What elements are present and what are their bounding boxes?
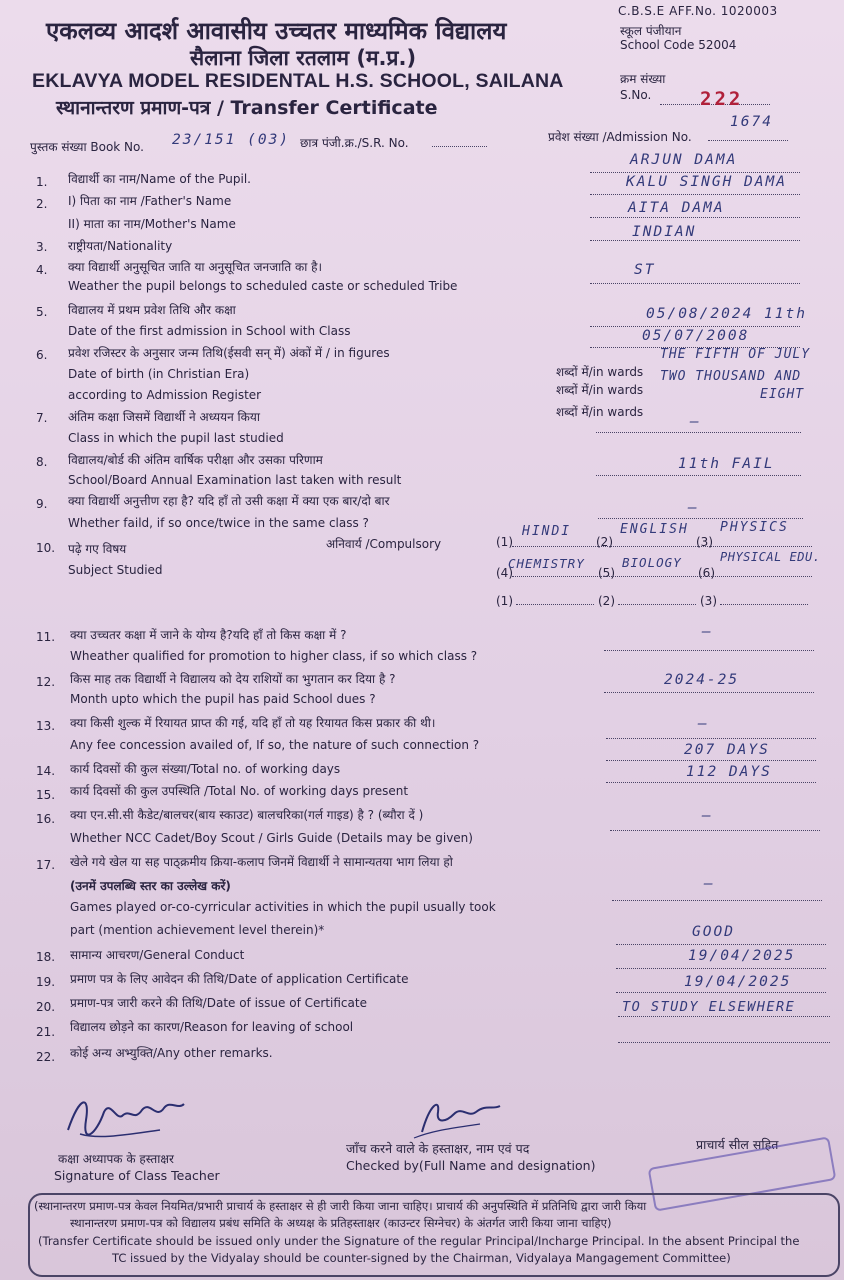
concession-label-english: Any fee concession availed of, If so, the nature of such connection ? (70, 738, 480, 752)
failed-label-english: Whether faild, if so once/twice in the same class ? (68, 516, 369, 530)
issue-date-value: 19/04/2025 (684, 974, 792, 990)
row-number: 13. (36, 719, 56, 733)
dob-words-line-1: THE FIFTH OF JULY (660, 347, 811, 362)
footer-note-line-3: (Transfer Certificate should be issued only under the Signature of the regular Principal/Incharge Principal. In the absent Principal the (38, 1234, 800, 1248)
games-label-english-2: part (mention achievement level therein)* (70, 923, 325, 937)
checker-signature (400, 1094, 510, 1144)
row-number: 11. (36, 630, 56, 644)
caste-label-hindi: क्या विद्यार्थी अनुसूचित जाति या अनुसूचित जनजाति का है। (68, 260, 323, 274)
promotion-label-english: Wheather qualified for promotion to higher class, if so which class ? (70, 649, 478, 663)
subject-1: HINDI (522, 524, 572, 539)
row-number: 18. (36, 950, 56, 964)
row-number: 20. (36, 1000, 56, 1014)
row-number: 14. (36, 764, 56, 778)
row-number: 8. (36, 455, 48, 469)
games-label-english: Games played or-co-cyrricular activities in which the pupil usually took (70, 900, 496, 914)
dob-words-label-1: शब्दों में/in wards (556, 365, 644, 379)
checked-by-label-hindi: जाँच करने वाले के हस्ताक्षर, नाम एवं पद (346, 1141, 530, 1156)
promotion-label-hindi: क्या उच्चतर कक्षा में जाने के योग्य है?यदि हाँ तो किस कक्षा में ? (70, 628, 347, 642)
subject-5: BIOLOGY (622, 555, 682, 570)
row-number: 4. (36, 263, 48, 277)
caste-value: ST (634, 262, 656, 278)
annual-exam-label-english: School/Board Annual Examination last taken with result (68, 473, 402, 487)
dob-label-register: according to Admission Register (68, 388, 262, 402)
first-admission-value: 05/08/2024 11th (646, 306, 807, 322)
games-label-hindi-2: (उनमें उपलब्धि स्तर का उल्लेख करें) (70, 879, 231, 893)
row-number: 1. (36, 175, 48, 189)
mother-name-label: II) माता का नाम/Mother's Name (68, 217, 236, 231)
pupil-name-value: ARJUN DAMA (630, 152, 738, 168)
dues-label-hindi: किस माह तक विद्यार्थी ने विद्यालय को देय राशियों का भुगतान कर दिया है ? (70, 672, 396, 686)
ncc-label-english: Whether NCC Cadet/Boy Scout / Girls Guide (Details may be given) (70, 831, 473, 845)
row-number: 17. (36, 858, 56, 872)
ncc-label-hindi: क्या एन.सी.सी कैडेट/बालचर(बाय स्काउट) बालचरिका(गर्ल गाइड) है ? (ब्यौरा दें ) (70, 808, 424, 822)
row-number: 22. (36, 1050, 56, 1064)
serial-number: 222 (700, 88, 744, 110)
promotion-value: — (702, 624, 713, 640)
dob-label-english: Date of birth (in Christian Era) (68, 367, 250, 381)
leaving-reason-label: विद्यालय छोड़ने का कारण/Reason for leaving of school (70, 1020, 354, 1034)
serial-label-hindi: क्रम संख्या (620, 72, 666, 86)
father-name-label: I) पिता का नाम /Father's Name (68, 194, 232, 208)
concession-label-hindi: क्या किसी शुल्क में रियायत प्राप्त की गई, यदि हाँ तो यह रियायत किस प्रकार की थी। (70, 716, 436, 730)
subject-number: (3) (696, 535, 713, 549)
row-number: 15. (36, 788, 56, 802)
row-number: 16. (36, 812, 56, 826)
nationality-value: INDIAN (632, 224, 697, 240)
row-number: 2. (36, 197, 48, 211)
school-code: School Code 52004 (620, 38, 737, 52)
application-date-value: 19/04/2025 (688, 948, 796, 964)
conduct-value: GOOD (692, 924, 735, 940)
class-teacher-sign-label: Signature of Class Teacher (54, 1168, 220, 1183)
class-teacher-sign-label-hindi: कक्षा अध्यापक के हस्ताक्षर (58, 1152, 174, 1166)
working-days-value: 207 DAYS (684, 742, 770, 758)
dues-value: 2024-25 (664, 672, 740, 688)
subject-number: (4) (496, 566, 513, 580)
row-number: 5. (36, 305, 48, 319)
admission-no-value: 1674 (730, 114, 773, 130)
footer-note-line-1: (स्थानान्तरण प्रमाण-पत्र केवल नियमित/प्रभारी प्राचार्य के हस्ताक्षर से ही जारी किया जाना चाहिए। प्राचार्य की अनुपस्थिति में प्रतिनिधि द्वारा जारी किया (34, 1199, 647, 1213)
ncc-value: — (702, 808, 713, 824)
row-number: 3. (36, 240, 48, 254)
annual-exam-value: 11th FAIL (678, 456, 775, 472)
book-no-label: पुस्तक संख्या Book No. (30, 140, 144, 154)
row-number: 21. (36, 1025, 56, 1039)
school-registration-hindi: स्कूल पंजीयान (620, 24, 682, 38)
concession-value: — (698, 716, 709, 732)
mother-name-value: AITA DAMA (628, 200, 725, 216)
school-name-english: EKLAVYA MODEL RESIDENTAL H.S. SCHOOL, SAILANA (32, 70, 564, 92)
row-number: 9. (36, 497, 48, 511)
failed-value: — (688, 500, 699, 516)
last-class-label-hindi: अंतिम कक्षा जिसमें विद्यार्थी ने अध्ययन किया (68, 410, 260, 424)
last-class-label-english: Class in which the pupil last studied (68, 431, 284, 445)
subject-4: CHEMISTRY (508, 556, 585, 571)
subject-number: (2) (596, 535, 613, 549)
subjects-label-english: Subject Studied (68, 563, 163, 577)
issue-date-label: प्रमाण-पत्र जारी करने की तिथि/Date of issue of Certificate (70, 996, 367, 1010)
subject-3: PHYSICS (720, 520, 789, 535)
subject-number: (1) (496, 535, 513, 549)
last-class-value: — (690, 414, 701, 430)
first-admission-label-english: Date of the first admission in School with Class (68, 324, 351, 338)
row-number: 6. (36, 348, 48, 362)
row-number: 7. (36, 411, 48, 425)
book-no-value: 23/151 (03) (172, 132, 291, 148)
subject-number: (6) (698, 566, 715, 580)
checked-by-label: Checked by(Full Name and designation) (346, 1158, 596, 1173)
subject-number: (5) (598, 566, 615, 580)
footer-note-line-4: TC issued by the Vidyalay should be counter-signed by the Chairman, Vidyalaya Mangagement Committee) (112, 1251, 731, 1265)
pupil-name-label: विद्यार्थी का नाम/Name of the Pupil. (68, 172, 252, 186)
conduct-label: सामान्य आचरण/General Conduct (70, 948, 245, 962)
footer-note-box (28, 1193, 840, 1277)
games-value: — (704, 876, 715, 892)
certificate-title: स्थानान्तरण प्रमाण-पत्र / Transfer Certificate (56, 97, 438, 119)
school-name-hindi: एकलव्य आदर्श आवासीय उच्चतर माध्यमिक विद्यालय (46, 17, 507, 45)
caste-label-english: Weather the pupil belongs to scheduled caste or scheduled Tribe (68, 279, 458, 293)
working-days-label: कार्य दिवसों की कुल संख्या/Total no. of working days (70, 762, 341, 776)
dob-words-line-3: EIGHT (760, 387, 805, 402)
father-name-value: KALU SINGH DAMA (626, 174, 787, 190)
row-number: 19. (36, 975, 56, 989)
sr-no-label: छात्र पंजी.क्र./S.R. No. (300, 136, 409, 150)
dues-label-english: Month upto which the pupil has paid School dues ? (70, 692, 376, 706)
dob-words-label-3: शब्दों में/in wards (556, 405, 644, 419)
subjects-label-hindi: पढ़े गए विषय (68, 542, 127, 556)
transfer-certificate-page: एकलव्य आदर्श आवासीय उच्चतर माध्यमिक विद्यालय सैलाना जिला रतलाम (म.प्र.) EKLAVYA MODEL RESIDENTAL H.S. SCHOOL, SAILANA स्थानान्तरण प्रमाण-पत्र / Transfer Certificate C.B.S.E AFF.No. 1020003 स्कूल पंजीयान School Code 52004 क्रम संख्या S.No. 222 पुस्तक संख्या Book No. 23/151 (03) छात्र पंजी.क्र./S.R. No. प्रवेश संख्या /Admission No. 1674 1. विद्यार्थी का नाम/Name of the Pupil. ARJUN DAMA 2. I) पिता का नाम /Father's Name KALU SINGH DAMA II) माता का नाम/Mother's Name AITA DAMA 3. राष्ट्रीयता/Nationality INDIAN 4. क्या विद्यार्थी अनुसूचित जाति या अनुसूचित जनजाति का है। Weather the pupil belongs to scheduled caste or scheduled Tribe ST 5. विद्यालय में प्रथम प्रवेश तिथि और कक्षा Date of the first admission in School with Class 05/08/2024 11th 6. प्रवेश रजिस्टर के अनुसार जन्म तिथि(ईसवी सन् में) अंकों में / in figures Date of birth (in Christian Era) according to Admission Register 05/07/2008 शब्दों में/in wards THE FIFTH OF JULY शब्दों में/in wards TWO THOUSAND AND शब्दों में/in wards EIGHT 7. अंतिम कक्षा जिसमें विद्यार्थी ने अध्ययन किया Class in which the pupil last studied — 8. विद्यालय/बोर्ड की अंतिम वार्षिक परीक्षा और उसका परिणाम School/Board Annual Examination last taken with result 11th FAIL 9. क्या विद्यार्थी अनुत्तीण रहा है? यदि हाँ तो उसी कक्षा में क्या एक बार/दो बार Whether faild, if so once/twice in the same class ? — 10. पढ़े गए विषय Subject Studied अनिवार्य /Compulsory (1) HINDI (2) ENGLISH (3) PHYSICS (4) CHEMISTRY (5) BIOLOGY (6) PHYSICAL EDU. (1) (2) (3) 11. क्या उच्चतर कक्षा में जाने के योग्य है?यदि हाँ तो किस कक्षा में ? Wheather qualified for promotion to higher class, if so which class ? — 12. किस माह तक विद्यार्थी ने विद्यालय को देय राशियों का भुगतान कर दिया है ? Month upto which the pupil has paid School dues ? 2024-25 13. क्या किसी शुल्क में रियायत प्राप्त की गई, यदि हाँ तो यह रियायत किस प्रकार की थी। Any fee concession availed of, If so, the nature of such connection ? — 14. कार्य दिवसों की कुल संख्या/Total no. of working days 207 DAYS 15. कार्य दिवसों की कुल उपस्थिति /Total No. of working days present 112 DAYS 16. क्या एन.सी.सी कैडेट/बालचर(बाय स्काउट) बालचरिका(गर्ल गाइड) है ? (ब्यौरा दें ) Whether NCC Cadet/Boy Scout / Girls Guide (Details may be given) — 17. खेले गये खेल या सह पाठ्क्रमीय क्रिया-कलाप जिनमें विद्यार्थी ने सामान्यतया भाग लिया हो (उनमें उपलब्धि स्तर का उल्लेख करें) Games played or-co-cyrricular activities in which the pupil usually took part (mention achievement level therein)* — 18. सामान्य आचरण/General Conduct GOOD 19. प्रमाण पत्र के लिए आवेदन की तिथि/Date of application Certificate 19/04/2025 20. प्रमाण-पत्र जारी करने की तिथि/Date of issue of Certificate 19/04/2025 21. विद्यालय छोड़ने का कारण/Reason for leaving of school TO STUDY ELSEWHERE 22. कोई अन्य अभ्युक्ति/Any other remarks. कक्षा अध्यापक के हस्ताक्षर Signature of Class Teacher जाँच करने वाले के हस्ताक्षर, नाम एवं पद Checked by(Full Name and designation) प्राचार्य सील सहित (स्थानान्तरण प्रमाण-पत्र केवल नियमित/प्रभारी प्राचार्य के हस्ताक्षर से ही जारी किया जाना चाहिए। प्राचार्य की अनुपस्थिति में प्रतिनिधि द्वारा जारी किया स्थानान्तरण प्रमाण-पत्र को विद्यालय प्रबंध समिति के अध्यक्ष के प्रतिहस्ताक्षर (काउन्टर सिग्नेचर) के अंतर्गत जारी किया जाना चाहिए) (Transfer Certificate should be issued only under the Signature of the regular Principal/Incharge Principal. In the absent Principal the TC issued by the Vidyalay should be counter-signed by the Chairman, Vidyalaya Mangagement Committee) (0, 0, 844, 1280)
row-number: 10. (36, 541, 56, 555)
admission-no-label: प्रवेश संख्या /Admission No. (548, 130, 692, 144)
subject-6: PHYSICAL EDU. (720, 550, 821, 564)
leaving-reason-value: TO STUDY ELSEWHERE (622, 999, 796, 1015)
compulsory-label: अनिवार्य /Compulsory (326, 537, 442, 551)
class-teacher-signature (60, 1090, 190, 1152)
cbse-affiliation: C.B.S.E AFF.No. 1020003 (618, 4, 778, 18)
principal-sign-label-hindi: प्राचार्य सील सहित (696, 1137, 779, 1152)
school-location-hindi: सैलाना जिला रतलाम (म.प्र.) (190, 46, 417, 70)
annual-exam-label-hindi: विद्यालय/बोर्ड की अंतिम वार्षिक परीक्षा और उसका परिणाम (68, 453, 323, 467)
footer-note-line-2: स्थानान्तरण प्रमाण-पत्र को विद्यालय प्रबंध समिति के अध्यक्ष के प्रतिहस्ताक्षर (काउन्टर सिग्नेचर) के अंतर्गत जारी किया जाना चाहिए) (70, 1216, 612, 1230)
days-present-value: 112 DAYS (686, 764, 772, 780)
remarks-label: कोई अन्य अभ्युक्ति/Any other remarks. (70, 1046, 273, 1060)
dob-figures-value: 05/07/2008 (642, 328, 750, 344)
dob-words-label-2: शब्दों में/in wards (556, 383, 644, 397)
subject-2: ENGLISH (620, 522, 689, 537)
dob-words-line-2: TWO THOUSAND AND (660, 369, 802, 384)
row-number: 12. (36, 675, 56, 689)
games-label-hindi: खेले गये खेल या सह पाठ्क्रमीय क्रिया-कलाप जिनमें विद्यार्थी ने सामान्यतया भाग लिया हो (70, 855, 453, 869)
application-date-label: प्रमाण पत्र के लिए आवेदन की तिथि/Date of application Certificate (70, 972, 409, 986)
days-present-label: कार्य दिवसों की कुल उपस्थिति /Total No. of working days present (70, 784, 409, 798)
serial-label: S.No. (620, 88, 652, 102)
dob-label-hindi: प्रवेश रजिस्टर के अनुसार जन्म तिथि(ईसवी सन् में) अंकों में / in figures (68, 346, 390, 360)
failed-label-hindi: क्या विद्यार्थी अनुत्तीण रहा है? यदि हाँ तो उसी कक्षा में क्या एक बार/दो बार (68, 494, 390, 508)
first-admission-label-hindi: विद्यालय में प्रथम प्रवेश तिथि और कक्षा (68, 303, 236, 317)
nationality-label: राष्ट्रीयता/Nationality (68, 239, 173, 253)
